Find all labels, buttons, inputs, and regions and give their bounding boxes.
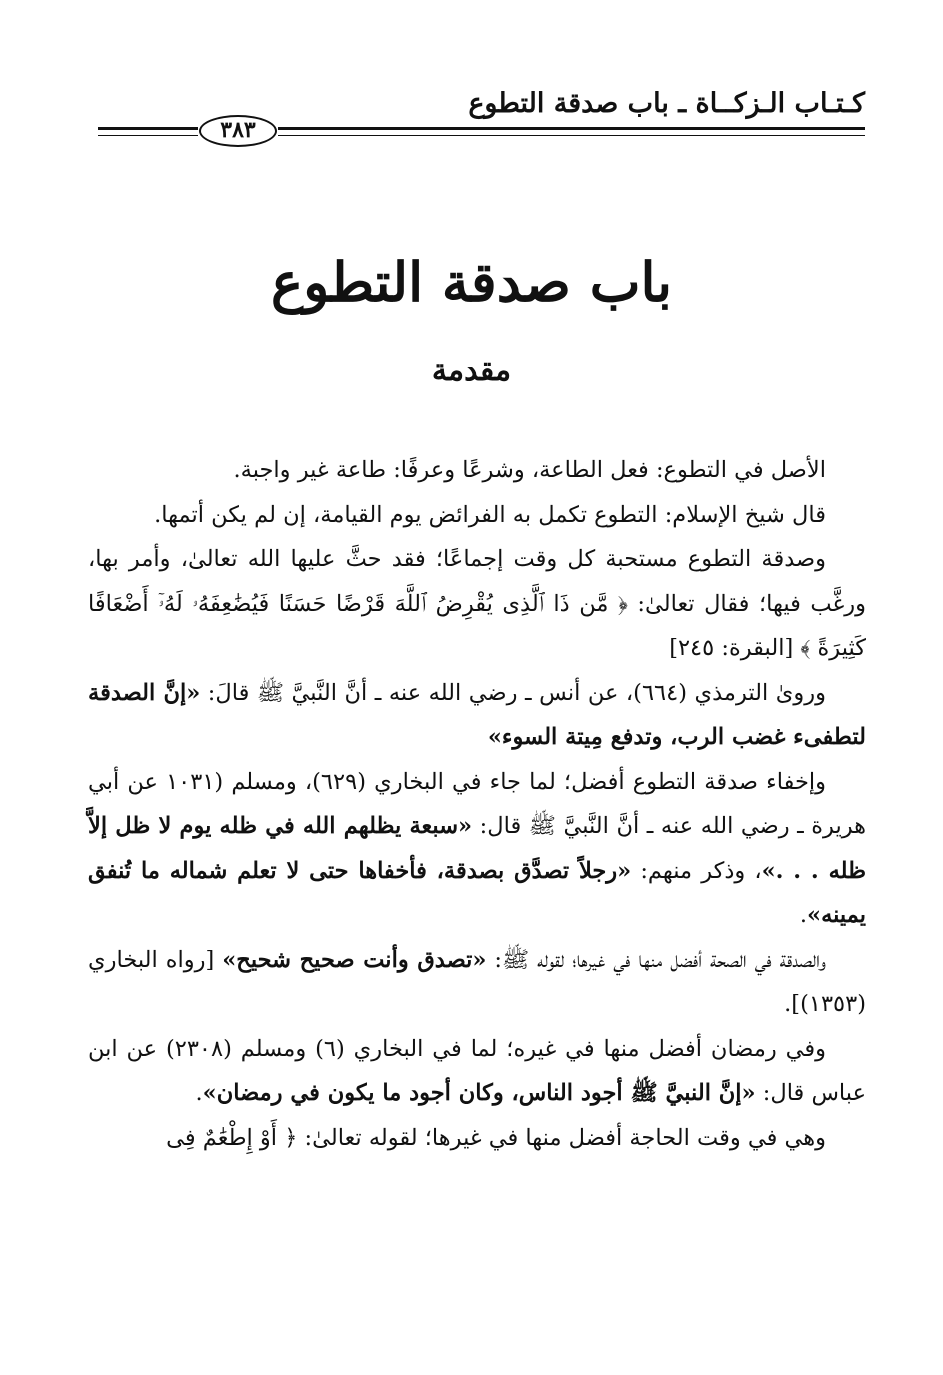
header-rule-left (98, 127, 198, 136)
paragraph-text: الأصل في التطوع: فعل الطاعة، وشرعًا وعرفًا: طاعة غير واجبة. (233, 457, 826, 483)
paragraph-text: وفي رمضان أفضل منها في غيره؛ لما في البخاري (٦) ومسلم (٢٣٠٨) عن ابن عباس قال: (88, 1035, 866, 1106)
paragraph-text: . (195, 1080, 203, 1106)
paragraph-text: ، وذكر منهم: (640, 857, 762, 884)
paragraph-text: . (799, 902, 808, 928)
body-text (88, 448, 866, 1160)
hadith-quote: «سبعة يظلهم الله في ظله يوم لا ظل إلاَّ ظله . . .» (88, 813, 866, 884)
hadith-quote: «إنَّ الصدقة لتطفىء غضب الرب، وتدفع مِيتة السوء» (88, 679, 866, 750)
paragraph-text: قال شيخ الإسلام: التطوع تكمل به الفرائض يوم القيامة، إن لم يكن أتمها. (154, 501, 826, 528)
paragraph (88, 1027, 866, 1116)
paragraph (88, 760, 866, 938)
chapter-title: باب صدقة التطوع (270, 250, 673, 314)
paragraph-text: [رواه البخاري (١٣٥٣)]. (88, 946, 866, 1017)
paragraph (88, 448, 866, 493)
paragraph (88, 1116, 866, 1161)
page-number: ٣٨٣ (199, 115, 277, 147)
hadith-quote: «تصدق وأنت صحيح شحيح» (222, 946, 487, 973)
section-title: مقدمة (431, 353, 512, 388)
paragraph-text: وإخفاء صدقة التطوع أفضل؛ لما جاء في البخاري (٦٢٩)، ومسلم (١٠٣١ عن أبي هريرة ـ رضي الله عنه ـ أنَّ النَّبيَّ ﷺ قال: (88, 768, 866, 839)
paragraph (88, 537, 866, 671)
hadith-quote: «رجلاً تصدَّق بصدقة، فأخفاها حتى لا تعلم شماله ما تُنفق يمينه» (88, 857, 866, 928)
paragraph (88, 938, 866, 1027)
paragraph-text: والصدقة في الصحة أفضل منها في غيرها؛ لقوله ﷺ: (494, 946, 827, 973)
paragraph-text: وصدقة التطوع مستحبة كل وقت إجماعًا؛ فقد حثَّ عليها الله تعالىٰ، وأمر بها، ورغَّب فيها؛ فقال تعالىٰ: ﴿ مَّن ذَا ٱلَّذِى يُقْرِضُ ٱللَّهَ قَرْضًا حَسَنًا فَيُضَٰعِفَهُۥ لَهُۥٓ أَضْعَافًا كَثِيرَةً ﴾ [البقرة: ٢٤٥] (88, 546, 866, 661)
paragraph (88, 493, 866, 538)
paragraph-text: وروىٰ الترمذي (٦٦٤)، عن أنس ـ رضي الله عنه ـ أنَّ النَّبيَّ ﷺ قالَ: (207, 679, 827, 706)
header-rule-right (278, 127, 865, 136)
paragraph-text: وهي في وقت الحاجة أفضل منها في غيرها؛ لقوله تعالىٰ: ﴿ أَوْ إِطْعَٰمٌ فِى (166, 1124, 826, 1151)
paragraph (88, 671, 866, 760)
running-title: كـتـاب الـزكــاة ـ باب صدقة التطوع (468, 88, 865, 119)
hadith-quote: «إنَّ النبيَّ ﷺ أجود الناس، وكان أجود ما يكون في رمضان» (202, 1080, 756, 1106)
